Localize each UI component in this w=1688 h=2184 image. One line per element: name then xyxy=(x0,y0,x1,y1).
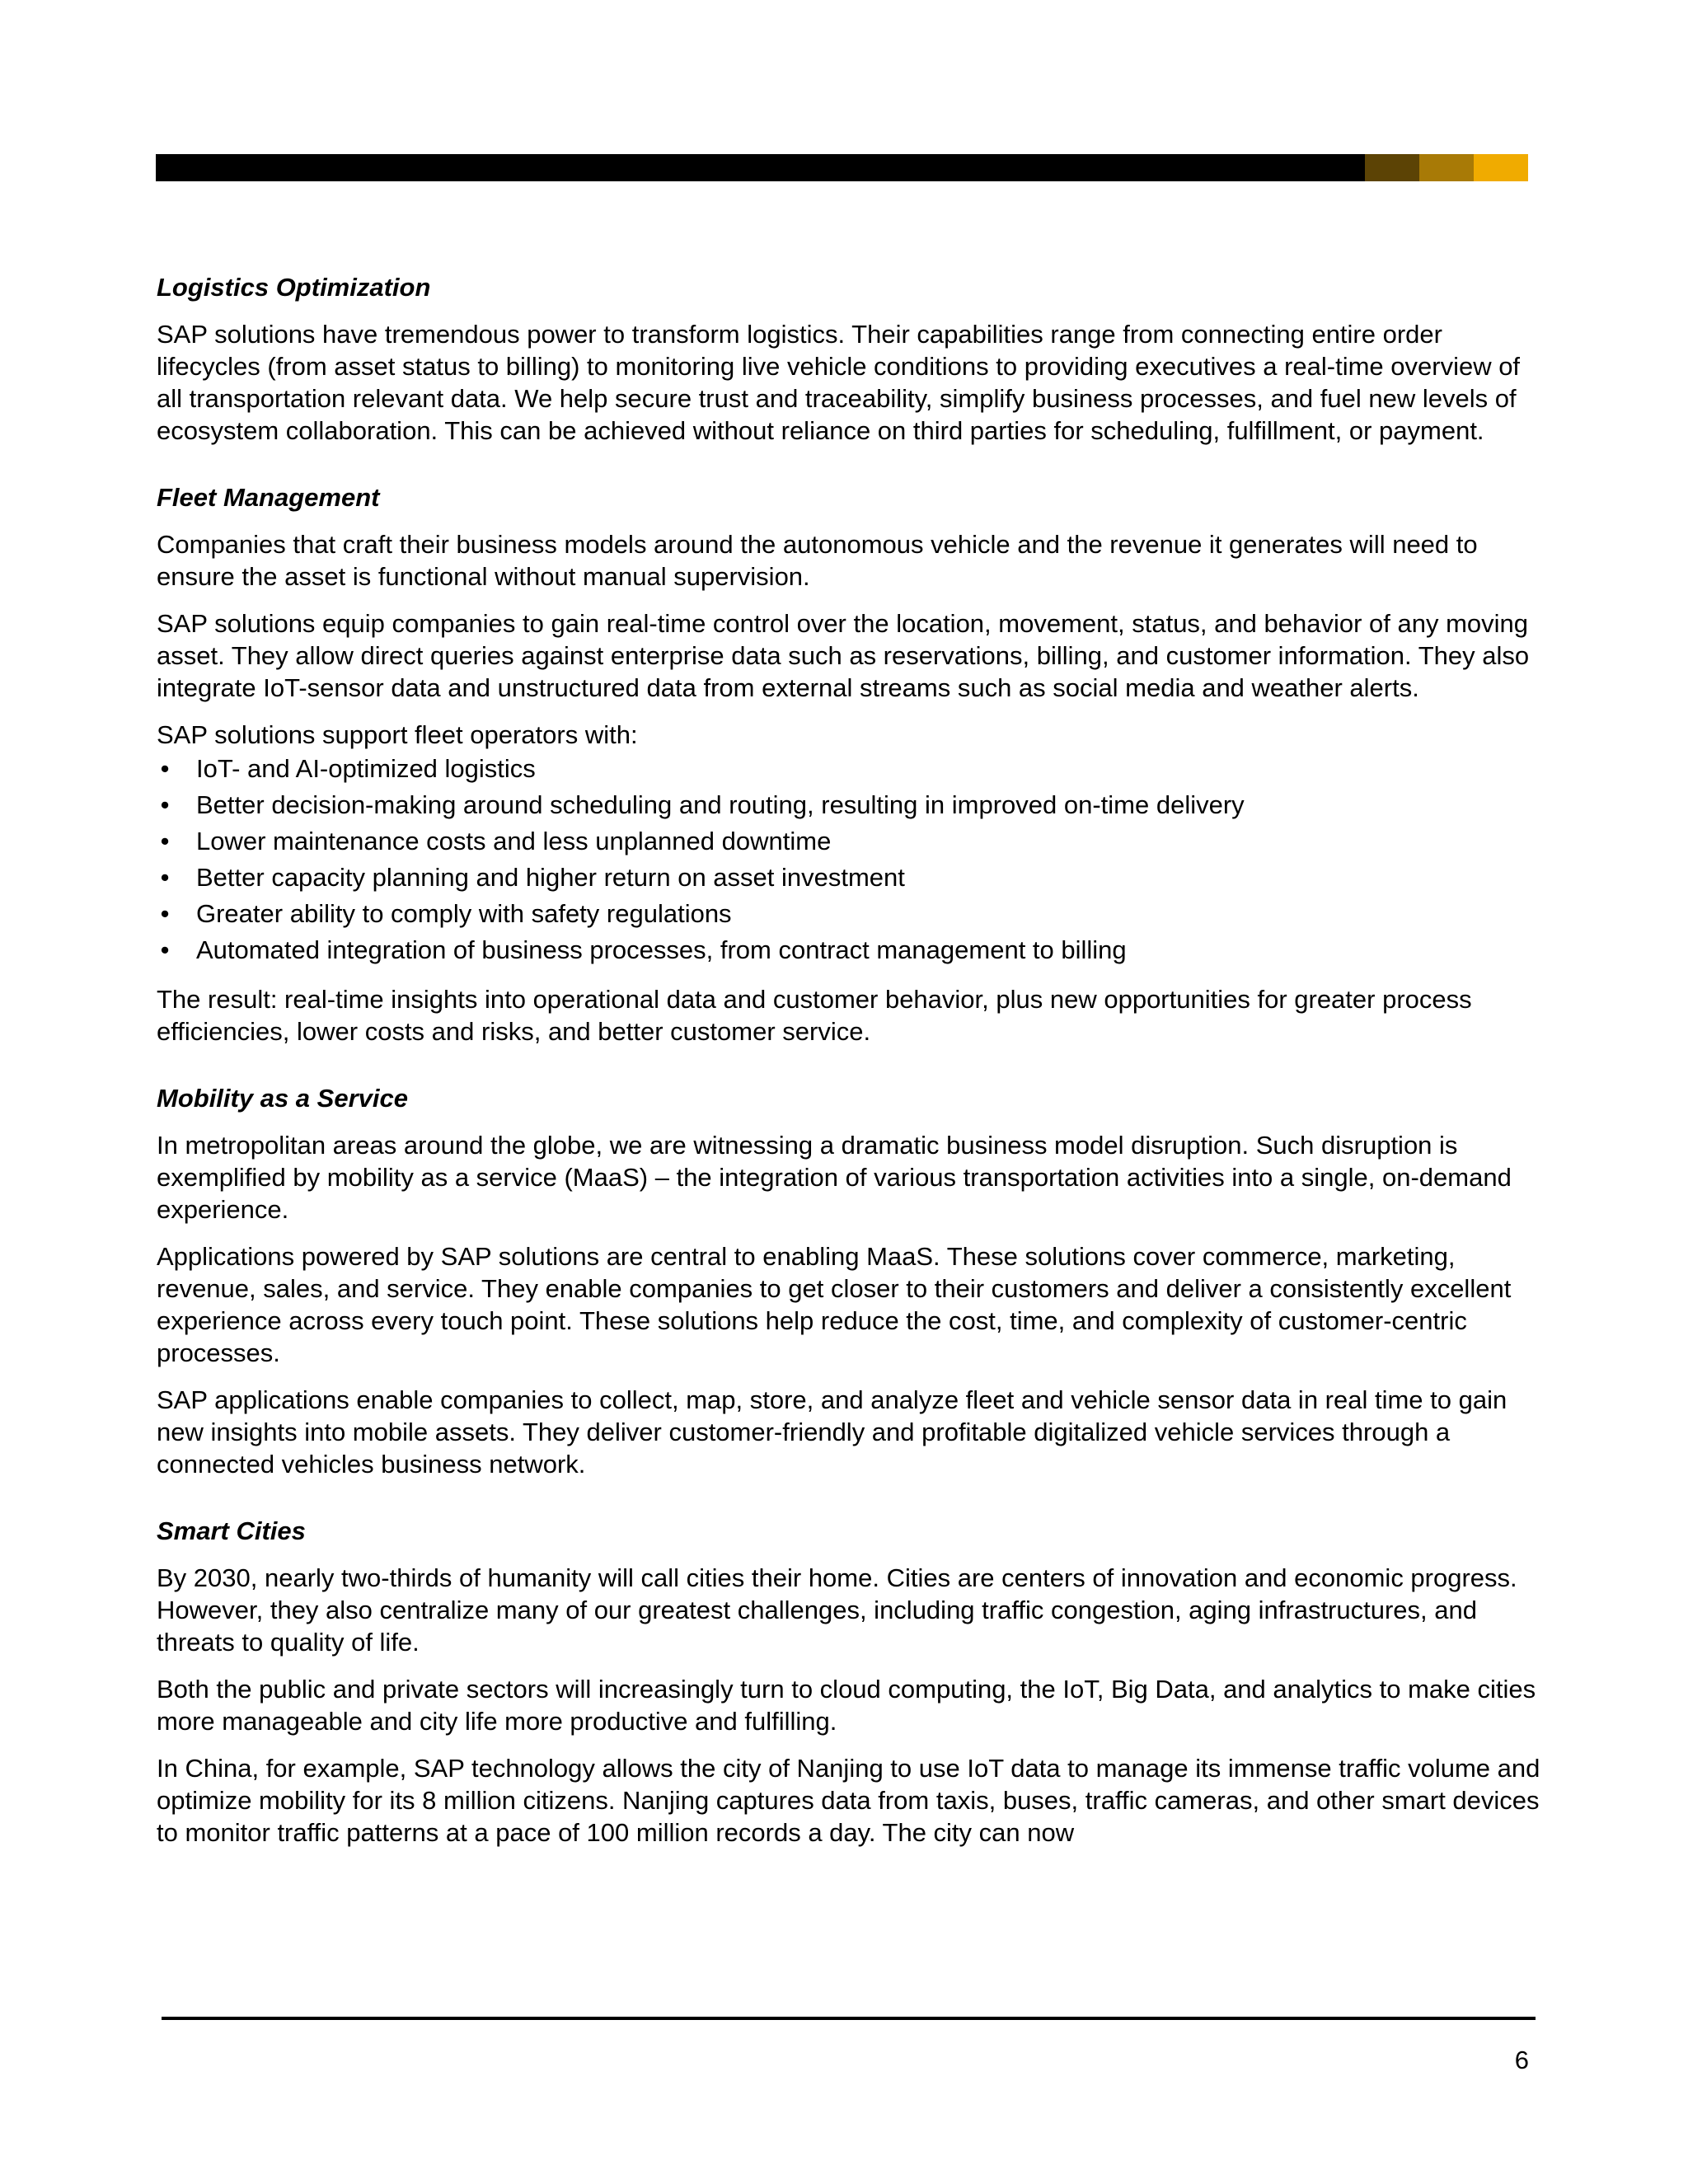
bullet-icon: • xyxy=(160,754,170,783)
footer-rule xyxy=(162,2017,1536,2020)
list-item: • Lower maintenance costs and less unplanned downtime xyxy=(157,823,1541,860)
list-item: • Better decision-making around scheduling and routing, resulting in improved on-time delivery xyxy=(157,787,1541,823)
list-item: • Automated integration of business processes, from contract management to billing xyxy=(157,932,1541,968)
bullet-icon: • xyxy=(160,935,170,964)
bullet-icon: • xyxy=(160,863,170,892)
page-number: 6 xyxy=(1514,2046,1529,2074)
header-bar-dark-gold-segment xyxy=(1365,154,1419,181)
bullet-list xyxy=(157,751,1541,968)
section-logistics-optimization xyxy=(157,271,1541,447)
paragraph: Applications powered by SAP solutions are central to enabling MaaS. These solutions cover commerce, marketing, revenue, sales, and service. They enable companies to get closer to their customers and deliver a consistently excellent experience across every touch point. These solutions help reduce the cost, time, and complexity of customer-centric processes. xyxy=(157,1242,1512,1367)
section-smart-cities xyxy=(157,1515,1541,1849)
header-color-bar xyxy=(156,154,1528,181)
paragraph: Companies that craft their business models around the autonomous vehicle and the revenue it generates will need to ensure the asset is functional without manual supervision. xyxy=(157,530,1478,591)
list-item: • Better capacity planning and higher return on asset investment xyxy=(157,860,1541,896)
list-item: • IoT- and AI-optimized logistics xyxy=(157,751,1541,787)
list-item: • Greater ability to comply with safety regulations xyxy=(157,896,1541,932)
bullet-icon: • xyxy=(160,790,170,819)
section-heading: Mobility as a Service xyxy=(157,1084,408,1113)
header-bar-light-gold-segment xyxy=(1474,154,1528,181)
header-bar-gold-segment xyxy=(1419,154,1474,181)
section-heading: Fleet Management xyxy=(157,483,380,512)
section-heading: Logistics Optimization xyxy=(157,273,431,302)
header-bar-black-segment xyxy=(156,154,1365,181)
paragraph: SAP solutions equip companies to gain real-time control over the location, movement, status, and behavior of any moving asset. They allow direct queries against enterprise data such as reservations, billing, and customer information. They also integrate IoT-sensor data and unstructured data from external streams such as social media and weather alerts. xyxy=(157,609,1530,702)
paragraph: In metropolitan areas around the globe, we are witnessing a dramatic business model disruption. Such disruption is exemplified by mobility as a service (MaaS) – the integration of various transportation activities into a single, on-demand experience. xyxy=(157,1131,1512,1224)
paragraph: By 2030, nearly two-thirds of humanity will call cities their home. Cities are centers of innovation and economic progress. However, they also centralize many of our greatest challenges, including traffic congestion, aging infrastructures, and threats to quality of life. xyxy=(157,1563,1517,1657)
bullet-icon: • xyxy=(160,827,170,855)
paragraph: SAP applications enable companies to collect, map, store, and analyze fleet and vehicle sensor data in real time to gain new insights into mobile assets. They deliver customer-friendly and profitable digitalized vehicle services through a connected vehicles business network. xyxy=(157,1385,1507,1479)
paragraph: In China, for example, SAP technology allows the city of Nanjing to use IoT data to manage its immense traffic volume and optimize mobility for its 8 million citizens. Nanjing captures data from taxis, buses, traffic cameras, and other smart devices to monitor traffic patterns at a pace of 100 million records a day. The city can now xyxy=(157,1754,1540,1847)
paragraph: SAP solutions support fleet operators with: xyxy=(157,720,638,749)
section-fleet-management xyxy=(157,481,1541,1047)
bullet-icon: • xyxy=(160,899,170,928)
paragraph: SAP solutions have tremendous power to transform logistics. Their capabilities range from connecting entire order lifecycles (from asset status to billing) to monitoring live vehicle conditions to providing executives a real-time overview of all transportation relevant data. We help secure trust and traceability, simplify business processes, and fuel new levels of ecosystem collaboration. This can be achieved without reliance on third parties for scheduling, fulfillment, or payment. xyxy=(157,320,1521,445)
paragraph: Both the public and private sectors will increasingly turn to cloud computing, the IoT, Big Data, and analytics to make cities more manageable and city life more productive and fulfilling. xyxy=(157,1675,1536,1736)
paragraph: The result: real-time insights into operational data and customer behavior, plus new opportunities for greater process efficiencies, lower costs and risks, and better customer service. xyxy=(157,985,1472,1046)
section-mobility-as-a-service xyxy=(157,1082,1541,1480)
page-content xyxy=(157,271,1541,1883)
section-heading: Smart Cities xyxy=(157,1516,306,1545)
